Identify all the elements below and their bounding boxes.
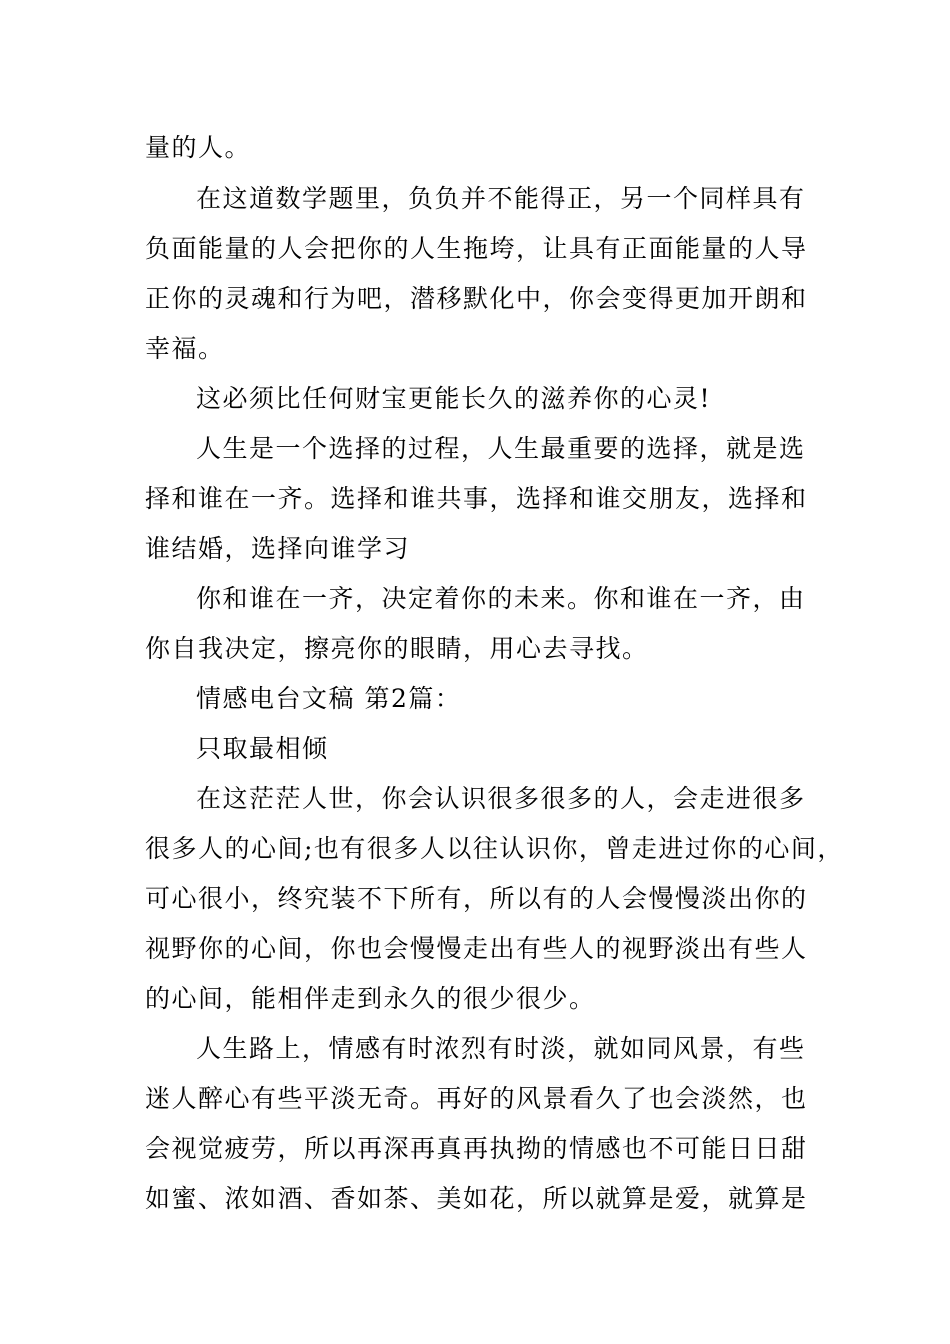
text-line: 谁结婚，选择向谁学习 [145, 534, 411, 563]
article-title: 只取最相倾 [196, 734, 329, 763]
text-line: 的心间，能相伴走到永久的很少很少。 [145, 984, 596, 1013]
text-line: 如蜜、浓如酒、香如茶、美如花，所以就算是爱，就算是 [145, 1184, 808, 1213]
section-heading: 情感电台文稿 第2篇： [196, 684, 462, 713]
text-line: 迷人醉心有些平淡无奇。再好的风景看久了也会淡然，也 [145, 1084, 808, 1113]
paragraph-start-line: 人生是一个选择的过程，人生最重要的选择，就是选 [196, 434, 806, 463]
text-line: 幸福。 [145, 334, 225, 363]
text-line: 视野你的心间，你也会慢慢走出有些人的视野淡出有些人 [145, 934, 808, 963]
text-line: 负面能量的人会把你的人生拖垮，让具有正面能量的人导 [145, 234, 808, 263]
paragraph-start-line: 这必须比任何财宝更能长久的滋养你的心灵! [196, 384, 712, 413]
text-line: 量的人。 [145, 133, 252, 162]
paragraph-start-line: 人生路上，情感有时浓烈有时淡，就如同风景，有些 [196, 1034, 806, 1063]
text-line: 会视觉疲劳，所以再深再真再执拗的情感也不可能日日甜 [145, 1134, 808, 1163]
text-line: 正你的灵魂和行为吧，潜移默化中，你会变得更加开朗和 [145, 284, 808, 313]
text-line: 择和谁在一齐。选择和谁共事，选择和谁交朋友，选择和 [145, 484, 808, 513]
text-line: 可心很小，终究装不下所有，所以有的人会慢慢淡出你的 [145, 884, 808, 913]
paragraph-start-line: 在这道数学题里，负负并不能得正，另一个同样具有 [196, 184, 806, 213]
text-line: 很多人的心间;也有很多人以往认识你，曾走进过你的心间， [145, 834, 844, 863]
paragraph-start-line: 在这茫茫人世，你会认识很多很多的人，会走进很多 [196, 784, 806, 813]
paragraph-start-line: 你和谁在一齐，决定着你的未来。你和谁在一齐，由 [196, 584, 806, 613]
text-line: 你自我决定，擦亮你的眼睛，用心去寻找。 [145, 634, 649, 663]
